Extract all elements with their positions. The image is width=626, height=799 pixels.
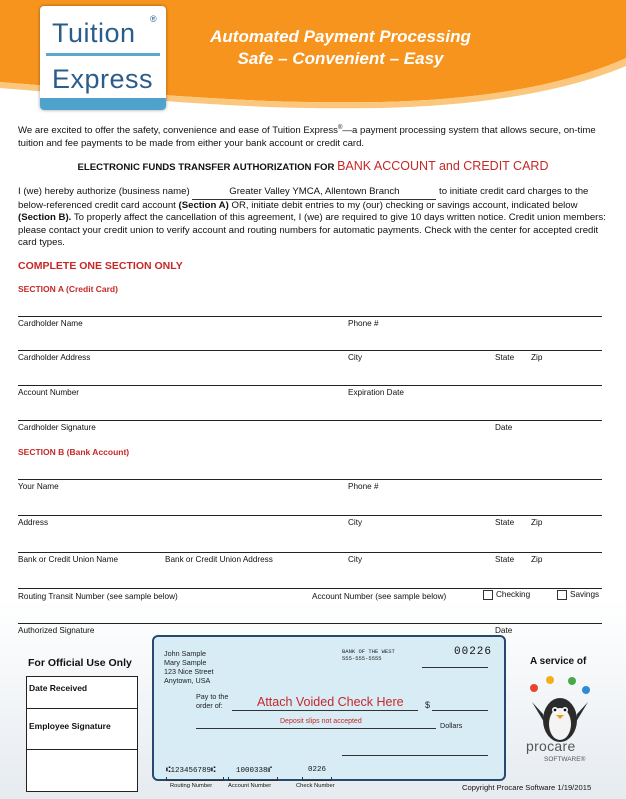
- check-written-amount-line: [196, 728, 436, 729]
- savings-label: Savings: [570, 590, 600, 599]
- procare-brand-subtext: SOFTWARE®: [544, 756, 586, 763]
- official-use-box: [26, 676, 138, 792]
- your-name-line[interactable]: [18, 479, 602, 480]
- eft-heading-prefix: ELECTRONIC FUNDS TRANSFER AUTHORIZATION FOR: [77, 162, 335, 173]
- routing-account-line[interactable]: [18, 588, 602, 589]
- routing-number-label: Routing Transit Number (see sample below): [18, 592, 178, 601]
- cardholder-address-line[interactable]: [18, 350, 602, 351]
- procare-brand-text: procare: [526, 738, 576, 754]
- header-title-line1: Automated Payment Processing: [210, 27, 471, 46]
- intro-text-a: We are excited to offer the safety, convenience and ease of Tuition Express: [18, 125, 338, 137]
- cardholder-name-label: Cardholder Name: [18, 319, 83, 328]
- routing-bracket: [166, 777, 224, 781]
- check-name-1: John Sample: [164, 649, 206, 658]
- cardholder-name-line[interactable]: [18, 316, 602, 317]
- intro-reg: ®: [337, 125, 343, 131]
- phone-label-b: Phone #: [348, 482, 379, 491]
- check-number-bracket: [302, 777, 332, 781]
- account-number-caption: Account Number: [228, 783, 272, 789]
- check-bank-name: BANK OF THE WEST: [342, 648, 395, 655]
- check-number-caption: Check Number: [296, 783, 335, 789]
- cardholder-signature-label: Cardholder Signature: [18, 423, 96, 432]
- complete-one-section-heading: COMPLETE ONE SECTION ONLY: [18, 260, 183, 272]
- service-of-label: A service of: [530, 656, 587, 667]
- logo-registered-mark: ®: [150, 14, 157, 24]
- zip-label-b2: Zip: [531, 555, 543, 564]
- employee-signature-label: Employee Signature: [29, 721, 111, 731]
- deposit-slips-note: Deposit slips not accepted: [280, 718, 362, 725]
- intro-paragraph: [18, 122, 608, 150]
- copyright-text: Copyright Procare Software 1/19/2015: [462, 783, 592, 792]
- savings-checkbox[interactable]: [557, 590, 567, 600]
- business-name-field[interactable]: Greater Valley YMCA, Allentown Branch: [192, 186, 436, 200]
- header-title-line2: Safe – Convenient – Easy: [237, 49, 444, 68]
- routing-number-caption: Routing Number: [170, 783, 213, 789]
- check-account-holder: [164, 649, 214, 685]
- your-name-label: Your Name: [18, 482, 59, 491]
- check-name-2: Mary Sample: [164, 658, 207, 667]
- auth-text-2: to initiate credit card charges to the below-referenced credit card account: [18, 186, 589, 211]
- check-signature-line: [342, 755, 488, 756]
- official-use-title: For Official Use Only: [28, 657, 132, 669]
- section-a-title: SECTION A (Credit Card): [18, 284, 118, 294]
- intro-text-b: —a payment processing system that allows secure, on-time tuition and fee payments to be made from either your bank account or credit card.: [18, 125, 596, 150]
- check-dollar-sign: $: [425, 700, 431, 710]
- zip-label-b: Zip: [531, 518, 543, 527]
- authorized-signature-line[interactable]: [18, 623, 602, 624]
- check-pay-to: [196, 692, 228, 710]
- account-number-label-b: Account Number (see sample below): [312, 592, 447, 601]
- account-number-label-a: Account Number: [18, 388, 79, 397]
- date-received-line[interactable]: [27, 708, 137, 709]
- expiration-date-label: Expiration Date: [348, 388, 404, 397]
- check-amount-line: [432, 710, 488, 711]
- account-number-line-a[interactable]: [18, 385, 602, 386]
- check-dollars-label: Dollars: [440, 721, 463, 730]
- eft-heading: [18, 159, 608, 173]
- auth-text-3: OR, initiate debit entries to my (our) checking or savings account, indicated below: [231, 199, 578, 211]
- check-bank-phone: 555-555-5555: [342, 655, 382, 662]
- check-pay-line-2: order of:: [196, 701, 223, 710]
- micr-routing-number: ⑆123456789⑆: [166, 767, 216, 775]
- check-number: 00226: [454, 646, 493, 658]
- eft-heading-red: BANK ACCOUNT and CREDIT CARD: [337, 159, 549, 173]
- sample-check: [152, 635, 506, 781]
- section-b-title: SECTION B (Bank Account): [18, 447, 130, 457]
- micr-account-number: 1000338⑈: [236, 767, 273, 775]
- logo-text-express: Express: [52, 64, 154, 94]
- logo-bar: [40, 98, 166, 110]
- logo-text-tuition: Tuition: [52, 18, 136, 48]
- state-label-b: State: [495, 518, 515, 527]
- auth-section-b: (Section B).: [18, 212, 72, 224]
- cardholder-address-label: Cardholder Address: [18, 353, 91, 362]
- check-pay-line-1: Pay to the: [196, 692, 229, 701]
- tuition-express-logo: [40, 6, 166, 110]
- state-label-a: State: [495, 353, 515, 362]
- authorized-signature-label: Authorized Signature: [18, 626, 95, 635]
- procare-penguin-icon: [522, 674, 598, 744]
- auth-text-1: I (we) hereby authorize (business name): [18, 186, 190, 197]
- bank-address-label: Bank or Credit Union Address: [165, 555, 273, 564]
- city-label-a: City: [348, 353, 363, 362]
- date-label-b: Date: [495, 626, 513, 635]
- zip-label-a: Zip: [531, 353, 543, 362]
- bank-name-line[interactable]: [18, 552, 602, 553]
- account-bracket: [228, 777, 278, 781]
- city-label-b2: City: [348, 555, 363, 564]
- micr-check-number: 0226: [308, 766, 327, 774]
- phone-label-a: Phone #: [348, 319, 379, 328]
- date-received-label: Date Received: [29, 683, 88, 693]
- address-label-b: Address: [18, 518, 49, 527]
- date-label-a: Date: [495, 423, 513, 432]
- logo-divider: [46, 53, 160, 56]
- check-date-line: [422, 667, 488, 668]
- employee-signature-line[interactable]: [27, 749, 137, 750]
- auth-section-a: (Section A): [178, 199, 229, 211]
- checking-checkbox[interactable]: [483, 590, 493, 600]
- city-label-b: City: [348, 518, 363, 527]
- bank-name-label: Bank or Credit Union Name: [18, 555, 119, 564]
- attach-voided-check-text: Attach Voided Check Here: [257, 695, 404, 709]
- address-line-b[interactable]: [18, 515, 602, 516]
- authorization-paragraph: [18, 186, 608, 250]
- check-payee-line: [232, 710, 418, 711]
- check-city: Anytown, USA: [164, 676, 211, 685]
- check-bank-info: [342, 648, 395, 662]
- auth-text-4: To properly affect the cancellation of this agreement, I (we) are required to give 10 days written notice. Credit union members: please contact your credit union to verify account and routing numbers for automatic payments. Check with the center for accepted credit card types.: [18, 212, 606, 249]
- check-street: 123 Nice Street: [164, 667, 214, 676]
- state-label-b2: State: [495, 555, 515, 564]
- checking-label: Checking: [496, 590, 531, 599]
- cardholder-signature-line[interactable]: [18, 420, 602, 421]
